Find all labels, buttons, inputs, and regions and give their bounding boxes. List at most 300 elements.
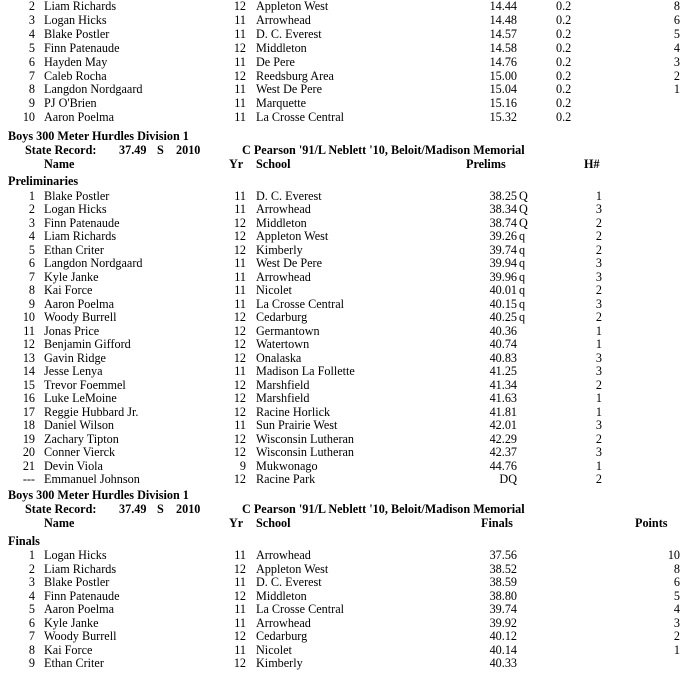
athlete-name: Kyle Janke xyxy=(44,615,99,630)
record-mark: 37.49 xyxy=(119,143,147,157)
result-row xyxy=(0,392,675,406)
place: 15 xyxy=(22,377,35,392)
athlete-name: Aaron Poelma xyxy=(44,602,115,616)
header-heat: H# xyxy=(584,157,600,171)
year: 11 xyxy=(234,202,246,216)
result-row xyxy=(0,284,675,298)
header-name: Name xyxy=(44,157,75,171)
final-mark: 38.52 xyxy=(489,561,517,576)
prelim-column-header xyxy=(0,158,675,172)
year: 11 xyxy=(234,364,246,378)
year: 12 xyxy=(233,68,246,83)
prelim-mark: 39.94 xyxy=(489,256,517,270)
result-row xyxy=(0,338,675,352)
athlete-name: PJ O'Brien xyxy=(44,96,97,111)
year: 12 xyxy=(233,0,246,13)
round-label: Finals xyxy=(8,534,40,548)
heat-number: 3 xyxy=(595,364,602,378)
final-mark: 38.59 xyxy=(489,575,517,589)
final-mark: 37.56 xyxy=(489,548,517,562)
record-s: S xyxy=(157,502,164,516)
place: 1 xyxy=(28,548,35,562)
heat-number: 2 xyxy=(595,431,602,446)
school: Appleton West xyxy=(256,0,329,13)
year: 12 xyxy=(233,391,246,405)
round-label: Preliminaries xyxy=(8,174,79,188)
place: 20 xyxy=(22,445,35,459)
result-row xyxy=(0,460,675,474)
prelim-mark: 40.25 xyxy=(489,310,517,324)
prelim-mark: 41.34 xyxy=(489,377,517,392)
mark: 14.57 xyxy=(489,26,517,41)
heat-number: 1 xyxy=(595,391,602,405)
record-mark: 37.49 xyxy=(119,502,147,516)
athlete-name: Blake Postler xyxy=(44,188,110,203)
final-mark: 40.12 xyxy=(489,629,517,643)
school: West De Pere xyxy=(256,82,323,97)
school: Racine Park xyxy=(256,472,316,486)
athlete-name: Liam Richards xyxy=(44,229,117,243)
place: 5 xyxy=(28,40,35,55)
heat-number: 2 xyxy=(595,310,602,324)
mark: 15.32 xyxy=(489,110,517,125)
points: 3 xyxy=(673,615,680,630)
school: Germantown xyxy=(256,323,320,338)
result-row xyxy=(0,271,675,285)
qualifier: Q xyxy=(519,202,528,216)
final-event-title-row xyxy=(0,489,675,503)
final-mark: 40.33 xyxy=(489,656,517,670)
prelim-mark: 42.01 xyxy=(489,418,517,432)
heat-number: 1 xyxy=(595,337,602,351)
school: Arrowhead xyxy=(256,202,311,216)
mark: 15.04 xyxy=(489,82,517,97)
wind: 0.2 xyxy=(556,40,572,55)
result-row xyxy=(0,615,680,631)
heat-number: 3 xyxy=(595,296,602,311)
points: 1 xyxy=(673,82,680,97)
athlete-name: Ethan Criter xyxy=(44,656,104,670)
result-row xyxy=(0,352,675,366)
year: 11 xyxy=(234,188,246,203)
prelim-mark: 44.76 xyxy=(489,458,517,473)
points: 4 xyxy=(673,40,680,55)
school: Nicolet xyxy=(256,642,292,657)
result-row xyxy=(0,406,675,420)
place: 9 xyxy=(28,96,35,111)
school: Reedsburg Area xyxy=(256,68,334,83)
school: Marshfield xyxy=(256,377,310,392)
athlete-name: Woody Burrell xyxy=(44,310,117,324)
athlete-name: Benjamin Gifford xyxy=(44,337,131,351)
athlete-name: Aaron Poelma xyxy=(44,296,115,311)
record-holder: C Pearson '91/L Neblett '10, Beloit/Madison Memorial xyxy=(242,502,525,516)
result-row xyxy=(0,257,675,271)
points: 6 xyxy=(673,575,680,589)
place: 17 xyxy=(22,404,35,419)
year: 11 xyxy=(234,26,246,41)
prelim-mark: 42.37 xyxy=(489,445,517,459)
school: Cedarburg xyxy=(256,310,308,324)
result-row xyxy=(0,629,680,644)
prelim-mark: 39.74 xyxy=(489,242,517,257)
header-yr: Yr xyxy=(229,157,244,171)
wind: 0.2 xyxy=(556,82,572,97)
prelim-mark: 38.74 xyxy=(489,215,517,230)
qualifier: q xyxy=(519,283,526,297)
athlete-name: Caleb Rocha xyxy=(44,68,107,83)
year: 11 xyxy=(234,269,246,284)
result-row xyxy=(0,298,675,312)
athlete-name: Blake Postler xyxy=(44,26,110,41)
year: 11 xyxy=(234,110,246,125)
year: 12 xyxy=(233,323,246,338)
athlete-name: Ethan Criter xyxy=(44,242,104,257)
final-state-record-row xyxy=(0,503,675,517)
year: 12 xyxy=(233,229,246,243)
school: Kimberly xyxy=(256,656,303,670)
athlete-name: Finn Patenaude xyxy=(44,215,120,230)
place: 2 xyxy=(28,561,35,576)
prelim-mark: 41.25 xyxy=(489,364,517,378)
prelim-mark: 39.96 xyxy=(489,269,517,284)
school: Middleton xyxy=(256,40,307,55)
place: 9 xyxy=(28,656,35,670)
heat-number: 2 xyxy=(595,377,602,392)
wind: 0.2 xyxy=(556,26,572,41)
place: 8 xyxy=(28,82,35,97)
athlete-name: Langdon Nordgaard xyxy=(44,82,143,97)
year: 12 xyxy=(233,472,246,486)
wind: 0.2 xyxy=(556,96,572,111)
result-row xyxy=(0,642,680,658)
record-label: State Record: xyxy=(25,502,97,516)
school: La Crosse Central xyxy=(256,110,344,125)
athlete-name: Reggie Hubbard Jr. xyxy=(44,404,139,419)
place: 8 xyxy=(28,642,35,657)
header-points: Points xyxy=(635,516,668,530)
record-holder: C Pearson '91/L Neblett '10, Beloit/Madison Memorial xyxy=(242,143,525,157)
points: 6 xyxy=(673,12,680,27)
heat-number: 1 xyxy=(595,458,602,473)
school: De Pere xyxy=(256,54,295,69)
result-row xyxy=(0,473,675,487)
place: 8 xyxy=(28,283,35,297)
wind: 0.2 xyxy=(556,68,572,83)
year: 11 xyxy=(234,602,246,616)
qualifier: q xyxy=(519,269,526,284)
prelim-mark: 40.15 xyxy=(489,296,517,311)
place: 3 xyxy=(28,12,35,27)
athlete-name: Kai Force xyxy=(44,642,93,657)
heat-number: 3 xyxy=(595,269,602,284)
prelim-mark: 40.74 xyxy=(489,337,517,351)
header-finals: Finals xyxy=(481,516,513,530)
result-row xyxy=(0,548,680,563)
prelim-mark: 42.29 xyxy=(489,431,517,446)
record-s: S xyxy=(157,143,164,157)
year: 12 xyxy=(233,377,246,392)
header-school: School xyxy=(256,157,291,171)
points: 10 xyxy=(667,548,680,562)
year: 11 xyxy=(234,82,246,97)
athlete-name: Logan Hicks xyxy=(44,202,107,216)
wind: 0.2 xyxy=(556,0,572,13)
place: 9 xyxy=(28,296,35,311)
school: Madison La Follette xyxy=(256,364,355,378)
school: D. C. Everest xyxy=(256,188,322,203)
place: 7 xyxy=(28,68,35,83)
year: 12 xyxy=(233,310,246,324)
place: 14 xyxy=(22,364,35,378)
prelim-mark: 40.83 xyxy=(489,350,517,365)
school: D. C. Everest xyxy=(256,575,322,589)
heat-number: 2 xyxy=(595,229,602,243)
year: 11 xyxy=(234,54,246,69)
result-row xyxy=(0,325,675,339)
record-year: 2010 xyxy=(176,143,201,157)
final-column-header xyxy=(0,517,675,531)
place: 10 xyxy=(22,310,35,324)
result-row xyxy=(0,217,675,231)
school: Arrowhead xyxy=(256,548,311,562)
place: 12 xyxy=(22,337,35,351)
year: 12 xyxy=(233,656,246,670)
place: 5 xyxy=(28,242,35,257)
year: 12 xyxy=(233,40,246,55)
year: 11 xyxy=(234,642,246,657)
school: Racine Horlick xyxy=(256,404,331,419)
place: 21 xyxy=(22,458,35,473)
qualifier: q xyxy=(519,242,526,257)
result-row xyxy=(0,230,675,244)
heat-number: 3 xyxy=(595,445,602,459)
athlete-name: Emmanuel Johnson xyxy=(44,472,140,486)
place: 11 xyxy=(23,323,35,338)
school: Wisconsin Lutheran xyxy=(256,431,354,446)
header-name: Name xyxy=(44,516,75,530)
record-year: 2010 xyxy=(176,502,201,516)
qualifier: q xyxy=(519,310,526,324)
result-row xyxy=(0,82,680,97)
result-row xyxy=(0,575,680,590)
final-mark: 39.74 xyxy=(489,602,517,616)
athlete-name: Zachary Tipton xyxy=(44,431,119,446)
heat-number: 3 xyxy=(595,202,602,216)
prelim-mark: 38.25 xyxy=(489,188,517,203)
place: 3 xyxy=(28,215,35,230)
year: 12 xyxy=(233,629,246,643)
heat-number: 1 xyxy=(595,323,602,338)
athlete-name: Devin Viola xyxy=(44,458,103,473)
athlete-name: Kai Force xyxy=(44,283,93,297)
athlete-name: Blake Postler xyxy=(44,575,110,589)
heat-number: 2 xyxy=(595,283,602,297)
mark: 14.44 xyxy=(489,0,517,13)
place: 7 xyxy=(28,629,35,643)
place: --- xyxy=(22,472,35,486)
year: 12 xyxy=(233,337,246,351)
points: 5 xyxy=(673,26,680,41)
year: 12 xyxy=(233,561,246,576)
place: 1 xyxy=(28,188,35,203)
result-row xyxy=(0,40,680,56)
prelim-mark: 40.01 xyxy=(489,283,517,297)
prelim-mark: 41.63 xyxy=(489,391,517,405)
year: 12 xyxy=(233,215,246,230)
athlete-name: Jesse Lenya xyxy=(44,364,103,378)
school: La Crosse Central xyxy=(256,602,344,616)
athlete-name: Kyle Janke xyxy=(44,269,99,284)
result-row xyxy=(0,111,675,125)
year: 11 xyxy=(234,548,246,562)
place: 3 xyxy=(28,575,35,589)
place: 10 xyxy=(22,110,35,125)
school: Kimberly xyxy=(256,242,303,257)
result-row xyxy=(0,379,675,393)
result-row xyxy=(0,311,675,325)
school: Marshfield xyxy=(256,391,310,405)
wind: 0.2 xyxy=(556,110,572,125)
year: 11 xyxy=(234,615,246,630)
year: 12 xyxy=(233,445,246,459)
points: 4 xyxy=(673,602,680,616)
school: Appleton West xyxy=(256,561,329,576)
athlete-name: Logan Hicks xyxy=(44,548,107,562)
school: Onalaska xyxy=(256,350,302,365)
result-row xyxy=(0,561,680,577)
wind: 0.2 xyxy=(556,12,572,27)
result-row xyxy=(0,244,675,258)
place: 7 xyxy=(28,269,35,284)
qualifier: q xyxy=(519,296,526,311)
final-mark: 39.92 xyxy=(489,615,517,630)
header-yr: Yr xyxy=(229,516,244,530)
prelim-mark: DQ xyxy=(499,472,517,486)
heat-number: 3 xyxy=(595,256,602,270)
athlete-name: Luke LeMoine xyxy=(44,391,117,405)
year: 11 xyxy=(234,418,246,432)
athlete-name: Conner Vierck xyxy=(44,445,116,459)
result-row xyxy=(0,203,675,217)
qualifier: q xyxy=(519,256,526,270)
wind: 0.2 xyxy=(556,54,572,69)
prelim-mark: 38.34 xyxy=(489,202,517,216)
school: Wisconsin Lutheran xyxy=(256,445,354,459)
place: 18 xyxy=(22,418,35,432)
year: 9 xyxy=(239,458,246,473)
place: 5 xyxy=(28,602,35,616)
result-row xyxy=(0,54,680,70)
place: 4 xyxy=(28,26,35,41)
final-round-label-row xyxy=(0,535,675,549)
prelim-state-record-row xyxy=(0,144,675,158)
athlete-name: Liam Richards xyxy=(44,0,117,13)
points: 8 xyxy=(673,0,680,13)
final-mark: 38.80 xyxy=(489,588,517,603)
place: 13 xyxy=(22,350,35,365)
result-row xyxy=(0,0,680,14)
year: 11 xyxy=(234,256,246,270)
school: Watertown xyxy=(256,337,310,351)
result-row xyxy=(0,12,680,28)
athlete-name: Trevor Foemmel xyxy=(44,377,126,392)
heat-number: 2 xyxy=(595,215,602,230)
place: 16 xyxy=(22,391,35,405)
prelim-mark: 41.81 xyxy=(489,404,517,419)
school: West De Pere xyxy=(256,256,323,270)
result-row xyxy=(0,26,680,42)
prelim-event-title-row xyxy=(0,130,675,144)
result-row xyxy=(0,433,675,447)
result-row xyxy=(0,446,675,460)
school: Marquette xyxy=(256,96,307,111)
school: Mukwonago xyxy=(256,458,318,473)
place: 2 xyxy=(28,202,35,216)
athlete-name: Gavin Ridge xyxy=(44,350,106,365)
place: 19 xyxy=(22,431,35,446)
mark: 15.00 xyxy=(489,68,517,83)
athlete-name: Finn Patenaude xyxy=(44,588,120,603)
school: Nicolet xyxy=(256,283,292,297)
school: Middleton xyxy=(256,215,307,230)
result-row xyxy=(0,97,675,111)
place: 6 xyxy=(28,54,35,69)
event-title: Boys 300 Meter Hurdles Division 1 xyxy=(8,129,189,143)
school: Arrowhead xyxy=(256,12,311,27)
points: 5 xyxy=(673,588,680,603)
place: 2 xyxy=(28,0,35,13)
mark: 14.76 xyxy=(489,54,517,69)
header-prelims: Prelims xyxy=(466,157,506,171)
result-row xyxy=(0,419,675,433)
school: Arrowhead xyxy=(256,615,311,630)
year: 12 xyxy=(233,350,246,365)
heat-number: 3 xyxy=(595,418,602,432)
record-label: State Record: xyxy=(25,143,97,157)
school: Sun Prairie West xyxy=(256,418,338,432)
place: 4 xyxy=(28,588,35,603)
qualifier: q xyxy=(519,229,526,243)
heat-number: 2 xyxy=(595,472,602,486)
athlete-name: Langdon Nordgaard xyxy=(44,256,143,270)
school: La Crosse Central xyxy=(256,296,344,311)
qualifier: Q xyxy=(519,188,528,203)
prelim-mark: 39.26 xyxy=(489,229,517,243)
final-mark: 40.14 xyxy=(489,642,517,657)
school: D. C. Everest xyxy=(256,26,322,41)
header-school: School xyxy=(256,516,291,530)
place: 4 xyxy=(28,229,35,243)
place: 6 xyxy=(28,256,35,270)
year: 12 xyxy=(233,431,246,446)
result-row xyxy=(0,365,675,379)
prelim-mark: 40.36 xyxy=(489,323,517,338)
year: 12 xyxy=(233,404,246,419)
year: 11 xyxy=(234,296,246,311)
points: 3 xyxy=(673,54,680,69)
year: 12 xyxy=(233,242,246,257)
athlete-name: Hayden May xyxy=(44,54,108,69)
athlete-name: Liam Richards xyxy=(44,561,117,576)
athlete-name: Daniel Wilson xyxy=(44,418,115,432)
result-row xyxy=(0,657,675,671)
year: 11 xyxy=(234,575,246,589)
heat-number: 1 xyxy=(595,404,602,419)
school: Cedarburg xyxy=(256,629,308,643)
event-title: Boys 300 Meter Hurdles Division 1 xyxy=(8,488,189,502)
place: 6 xyxy=(28,615,35,630)
